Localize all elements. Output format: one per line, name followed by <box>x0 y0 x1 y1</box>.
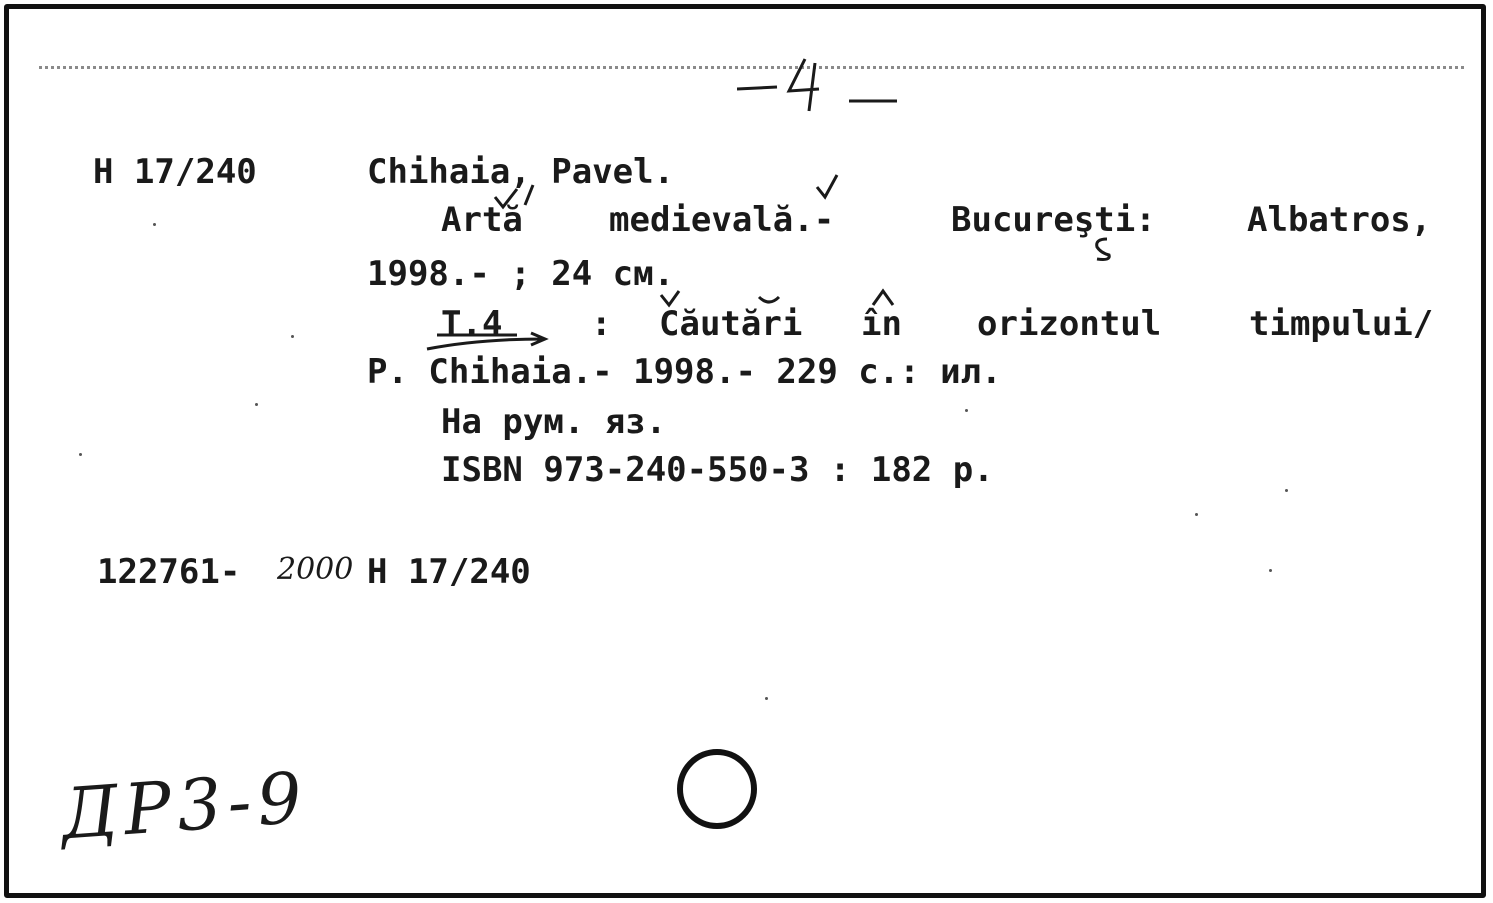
speck <box>765 697 768 700</box>
volume-title-word-2: în <box>861 304 902 344</box>
accession-year-handwritten: 2000 <box>277 552 354 587</box>
volume-title-word-1: Căutări <box>659 304 803 344</box>
volume-separator: : <box>591 304 612 344</box>
accession-number: 122761- <box>97 552 241 592</box>
speck <box>965 409 968 412</box>
call-number: H 17/240 <box>93 152 257 192</box>
volume-title-word-3: orizontul <box>977 304 1162 344</box>
title-word-1: Artă <box>441 200 523 240</box>
publisher: Albatros, <box>1247 200 1432 240</box>
speck <box>291 335 294 338</box>
handwritten-shelf-code: ДР3-9 <box>58 756 311 856</box>
volume-title-word-4: timpului/ <box>1249 304 1434 344</box>
volume-number: Т.4 <box>441 304 503 344</box>
language-note: На рум. яз. <box>441 402 667 442</box>
author-heading: Chihaia, Pavel. <box>367 152 675 192</box>
catalog-card <box>4 4 1486 898</box>
speck <box>153 223 156 226</box>
handwritten-correction-marks <box>9 9 1481 893</box>
title-word-2: medievală.- <box>609 200 835 240</box>
year-and-size: 1998.- ; 24 см. <box>367 254 675 294</box>
speck <box>255 403 258 406</box>
speck <box>1285 489 1288 492</box>
accession-call-number: H 17/240 <box>367 552 531 592</box>
statement-of-responsibility: P. Chihaia.- 1998.- 229 с.: ил. <box>367 352 1002 392</box>
isbn-price: ISBN 973-240-550-3 : 182 р. <box>441 450 994 490</box>
speck <box>79 453 82 456</box>
speck <box>1269 569 1272 572</box>
publication-place: Bucureşti: <box>951 200 1156 240</box>
speck <box>1195 513 1198 516</box>
